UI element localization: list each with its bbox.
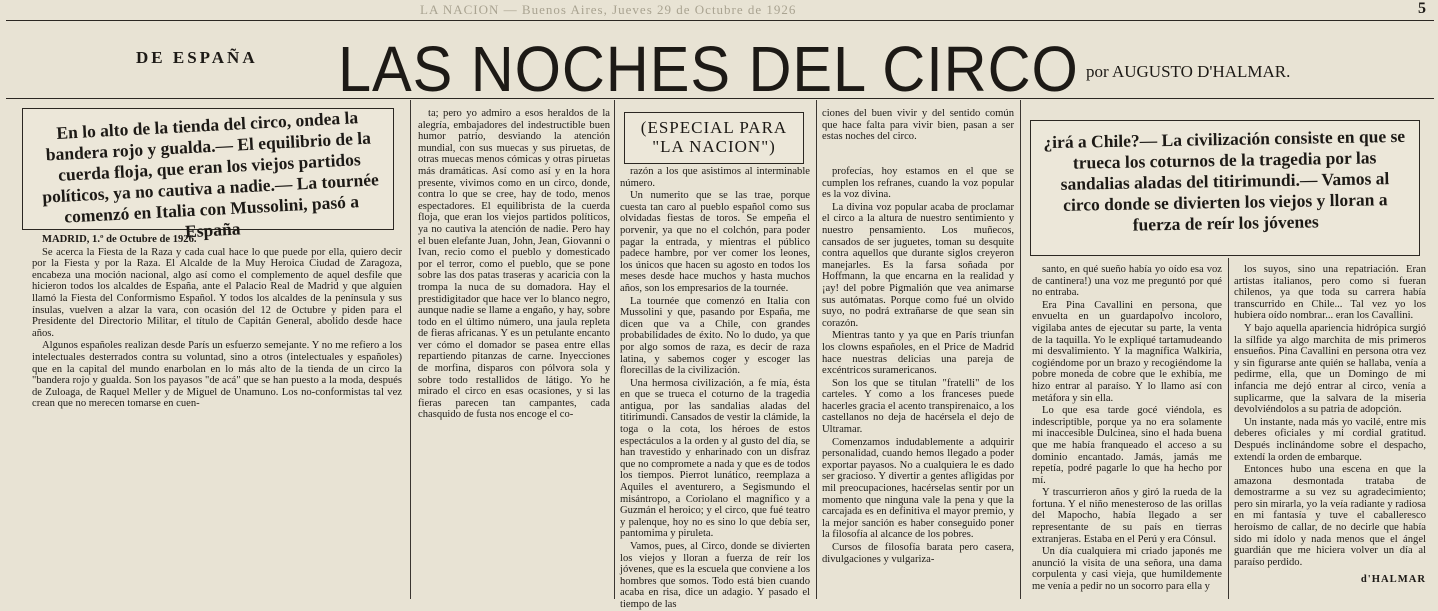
column-divider [410,100,411,599]
paragraph: Entonces hubo una escena en que la amazona desmontada trataba de demostrarme a su vez su agradecimiento; pero sin mirarla, yo la veía radiante y radiosa en mi fantasía y tuve el caballeresco heroísmo de callar, de no decirle que había sido mi ídolo y nada menos que el ángel guardián que me hiciera volver un día al paraíso perdido. [1234,464,1426,568]
paragraph: Un instante, nada más yo vacilé, entre mis deberes oficiales y mi cordial gratitud. Después inclinándome sobre el despacho, extendí la orden de embarque. [1234,416,1426,463]
deck-text-right: ¿irá a Chile?— La civilización consiste en que se trueca los coturnos de la tragedia por las sandalias aladas del titirimundi.— Vamos al circo donde se divierten los viejos y lloran a fuerza de reír los jóvenes [1043,125,1406,235]
column-divider [614,100,615,599]
paragraph: Y trascurrieron años y giró la rueda de la fortuna. Y el niño menesteroso de las orillas del Mapocho, había llegado a ser representante de su país en tierras extranjeras. Estaba en el Perú y era Cónsul. [1032,487,1222,545]
article-column-3 [620,108,810,610]
column-divider [816,100,817,599]
byline: por AUGUSTO D'HALMAR. [1086,62,1291,81]
paragraph: ta; pero yo admiro a esos heraldos de la alegría, embajadores del indestructible buen humor patrio, desviando la atención mundial, con sus muecas y sus piruetas, de otras muecas menos cómicas y otras piruetas más dramáticas. Así como así y en la hora presente, vivimos como en un circo, donde, contra lo que se cree, hay de todo, menos espectadores. El equilibrista de la cuerda floja, que eran los viejos partidos políticos, ya no cautiva la atención de nadie. Pero hay el buen elefante Juan, John, Jean, Giovanni o Ivan, recio como el pueblo y domesticado por el terror, como el pueblo, que se pone sobre las dos patas traseras y acaricia con la trompa la nuca de su domadora. Hay el prestidigitador que hace ver lo blanco negro, aunque nadie se llame a engaño, y hay, sobre todo en el último número, una jaula repleta de fieras africanas. Y es un petulante encanto ver cómo el domador se pasea entre ellas repartiendo pitanzas de carne. Inyecciones de morfina, disparos con pólvora sola y sobre todo restallidos de látigo. Yo he mirado el circo en esas ocasiones, y si las fieras parecen tan campantes, cada chasquido de fusta nos encoge el co- [418,108,610,421]
paragraph: Algunos españoles realizan desde París un esfuerzo semejante. Y no me refiero a los intelectuales desterrados contra su voluntad, sino a otros (intelectuales y españoles) que en la capital del mundo enarbolan en lo más alto de la tienda de un circo la "bandera rojo y gualda. Son los payasos "de acá" que se han puesto a la moda, después de Zuloaga, de Raquel Meller y de Miguel de Unamuno. Los no-conformistas tal vez crean que no merecen tomarse en cuen- [32,340,402,410]
paragraph: Un numerito que se las trae, porque cuesta tan caro al pueblo español como sus olvidadas fiestas de toros. Se empeña el porvenir, ya que no el colchón, para poder pagar la entrada, y mientras el público padece hambre, por ver comer los leones, los únicos que hacen su agosto en todos los meses desde hace muchos y hasta muchos años, son los empresarios de la tournée. [620,190,810,294]
article-column-4 [822,166,1014,599]
article-column-7 [1234,264,1426,599]
deck-box-right [1030,120,1420,256]
dateline: MADRID, 1.º de Octubre de 1926. [42,234,197,245]
paragraph: profecías, hoy estamos en el que se cumplen los refranes, cuando la voz popular es la voz divina. [822,166,1014,201]
column-divider [1228,258,1229,599]
page-number: 5 [1418,0,1426,17]
paragraph: La divina voz popular acaba de proclamar el circo a la altura de nuestro sentimiento y nuestro pensamiento. Los muñecos, cansados de ser juguetes, toman su desquite contra aquellos que durante siglos creyeron manejarles. Es la farsa soñada por Hoffmann, la que encarna en la realidad y ¡ay! del pobre Pigmalión que vea animarse sus autómatas. Porque como fué un olvido suyo, no podrá extrañarse de que sean sin corazón. [822,201,1014,329]
article-column-6 [1032,264,1222,599]
paragraph: La tournée que comenzó en Italia con Mussolini y que, pasando por España, me dicen que va a Chile, con grandes probabilidades de éxito. No lo dudo, ya que por algo somos de raza, es decir de raza latina, y sabemos coger y escoger las florecillas de la civilización. [620,295,810,377]
paragraph: Era Pina Cavallini en persona, que envuelta en un guardapolvo incoloro, vigilaba antes de ejecutar su parte, la venta de la taquilla. Yo le expliqué tartamudeando mi desvalimiento. Y la magnífica Walkiria, cogiéndome por un brazo y recogiéndome la pobre moneda de cobre que le exhibía, me hizo entrar al paraíso. Y lo llamo así con metáfora y sin ella. [1032,299,1222,404]
paragraph: Cursos de filosofía barata pero casera, divulgaciones y vulgariza- [822,542,1014,565]
paragraph: Y bajo aquella apariencia hidrópica surgió la sílfide ya algo marchita de mis primeros ensueños. Pina Cavallini en persona otra vez y sin figurarse ante quién se hallaba, venía a pedirme, ella, que un Domingo de mi infancia me dejó entrar al circo, venía a suplicarme, que la salvara de la miseria devolviéndolos a su patria de adopción. [1234,322,1426,416]
running-head: LA NACION — Buenos Aires, Jueves 29 de Octubre de 1926 [420,2,797,17]
paragraph: ciones del buen vivir y del sentido común que hace falta para vivir bien, pasan a ser estas noches del circo. [822,108,1014,143]
paragraph: Una hermosa civilización, a fe mía, ésta en que se trueca el coturno de la tragedia antigua, por las sandalias aladas del titirimundi. Cansados de vestir la clámide, la toga o la cota, los héroes de estos espectáculos a la orden y al gusto del día, se han travestido y enharinado con un disfraz que no compromete a nada y que es de todos los tiempos. Pierrot lunático, reemplaza a Aquiles el aventurero, a Segismundo el misántropo, a Coriolano el magnífico y a Guzmán el heroico; y el circo, que fué teatro y palenque, hoy no es sino lo que debía ser, pantomima y piruleta. [620,377,810,540]
paragraph: Vamos, pues, al Circo, donde se divierten los viejos y lloran a fuerza de reír los jóvenes, que es la escuela que conviene a los hombres que somos. Todo está bien cuando acaba en risa, dice un adagio. Y pasado el tiempo de las [620,541,810,610]
paragraph: Se acerca la Fiesta de la Raza y cada cual hace lo que puede por ella, quiero decir por la Fiesta y por la Raza. El Alcalde de la Muy Heroica Ciudad de Zaragoza, encabeza una moción nacional, algo así como el complemento de aquel desfile que hicieron todos los alcaldes de España, ante el Palacio Real de Madrid y que alguien llamó la Fiesta del Conformismo Español. Y todos los alcaldes de la península y sus ínsulas, vuelven a alzar la vara, con ocasión del 12 de Octubre y piden para el Presidente del Directorio Militar, el título de Capitán General, abolido desde hace años. [32,246,402,339]
paragraph: Comenzamos indudablemente a adquirir personalidad, cuando hemos llegado a poder exportar payasos. No a cualquiera le es dado ser gracioso. Y divertir a gentes afligidas por mil preocupaciones, hacérselas sentir por un momento que ninguna vale la pena y que la carcajada es en definitiva el mayor premio, y la mejor sanción es haber conseguido poner la filosofía al alcance de los pobres. [822,436,1014,541]
column-divider [1020,100,1021,599]
special-credit: (ESPECIAL PARA "LA NACION") [640,118,788,156]
paragraph: santo, en qué sueño había yo oído esa voz de cantinera!) una voz me preguntó por qué no entraba. [1032,264,1222,299]
article-column-2 [418,108,610,599]
deck-text-left: En lo alto de la tienda del circo, ondea la bandera rojo y gualda.— El equilibrio de la cuerda floja, que eran los viejos partidos políticos, ya no cautiva a nadie.— La tournée comenzó en Italia con Mussolini, pasó a España [41,107,380,242]
article-column-5-top [822,108,1014,164]
paragraph: los suyos, sino una repatriación. Eran artistas italianos, pero como si fueran chilenos, ya que toda su carrera había transcurrido en Chile... Tal vez yo los hubiera oído nombrar... eran los Cavallini. [1234,264,1426,322]
paragraph: Son los que se titulan "fratelli" de los carteles. Y como a los franceses puede hacerles gracia el acento transpirenaico, a los castellanos no deja de hacérsela el dejo de Ultramar. [822,377,1014,436]
paragraph: razón a los que asistimos al interminable número. [620,166,810,189]
article-column-1 [32,234,402,599]
headline: LAS NOCHES DEL CIRCO [338,33,1079,105]
top-rule [6,20,1434,21]
signature: d'HALMAR [1360,574,1426,586]
section-label: DE ESPAÑA [136,48,258,67]
paragraph: Un día cualquiera mi criado japonés me anunció la visita de una señora, una dama corpulenta y casi vieja, que humildemente me venía a pedir no un socorro para ella y [1032,546,1222,593]
paragraph: Mientras tanto y ya que en París triunfan los clowns españoles, en el Price de Madrid hace nuestras delicias una pareja de excéntricos suramericanos. [822,330,1014,377]
paragraph: Lo que esa tarde gocé viéndola, es indescriptible, porque ya no era solamente mi inaccesible Dulcinea, sino el hada buena que me había franqueado el acceso a su dominio encantado. Jamás, jamás me repetía, podré pagarle lo que ha hecho por mí. [1032,405,1222,486]
